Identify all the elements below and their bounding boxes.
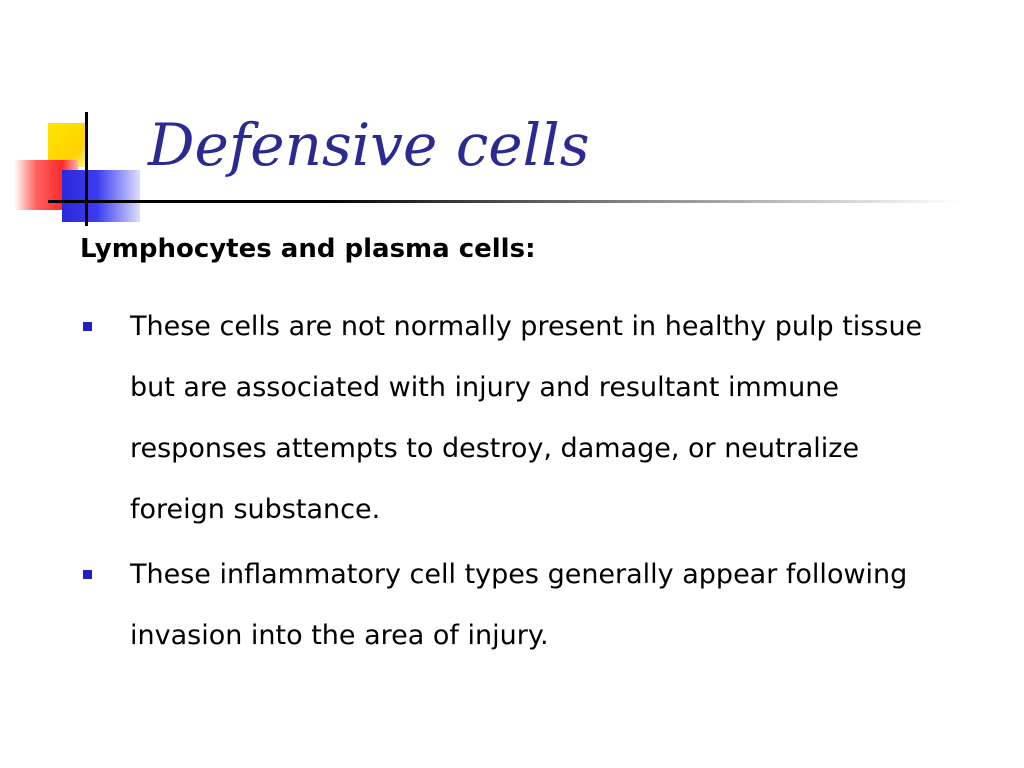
square-bullet-icon — [83, 322, 92, 331]
vertical-rule — [85, 112, 88, 226]
title-underline — [48, 200, 960, 203]
blue-square — [62, 170, 140, 222]
bullet-text: These inflammatory cell types generally appear following invasion into the area of injury. — [130, 559, 908, 651]
bullet-item — [80, 544, 940, 666]
bullet-item — [80, 296, 940, 540]
bullet-text: These cells are not normally present in healthy pulp tissue but are associated with injury and resultant immune responses attempts to destroy, damage, or neutralize foreign substance. — [130, 311, 923, 525]
decorative-squares-logo — [0, 0, 160, 240]
section-heading: Lymphocytes and plasma cells: — [80, 234, 536, 264]
slide-title: Defensive cells — [148, 111, 590, 179]
bullet-list — [80, 296, 940, 670]
square-bullet-icon — [83, 570, 92, 579]
